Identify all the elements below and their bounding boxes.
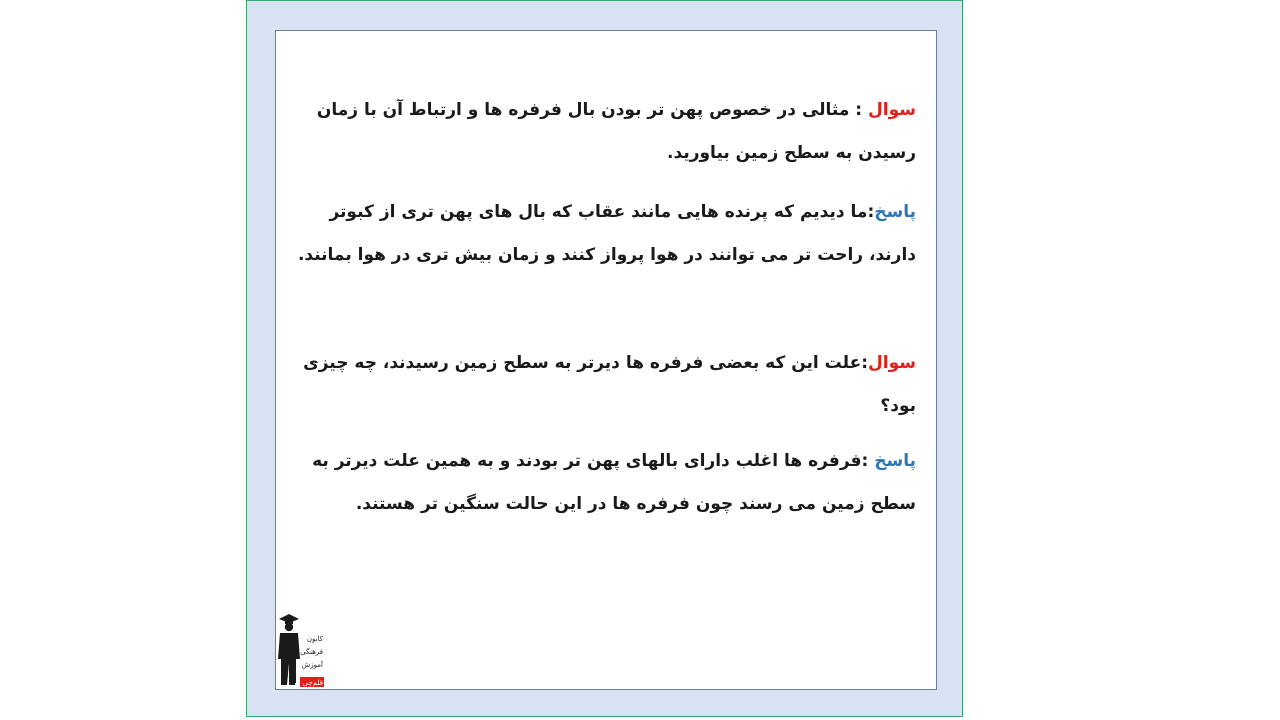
question-text: علت این که بعضی فرفره ها دیرتر به سطح زمین رسیدند، چه چیزی بود؟ xyxy=(303,353,916,416)
answer-1 xyxy=(296,191,916,277)
answer-text: فرفره ها اغلب دارای بالهای پهن تر بودند و به همین علت دیرتر به سطح زمین می رسند چون فرفره ها در این حالت سنگین تر هستند. xyxy=(312,451,916,514)
logo-graphic xyxy=(276,613,326,689)
slide-page xyxy=(275,30,937,690)
question-label: سوال xyxy=(868,100,916,120)
answer-separator: : xyxy=(861,451,875,471)
question-label: سوال xyxy=(868,353,916,373)
answer-label: پاسخ xyxy=(874,202,916,222)
answer-label: پاسخ xyxy=(874,451,916,471)
question-separator: : xyxy=(861,353,869,373)
logo-line: کانون xyxy=(306,635,323,643)
logo-line: آموزش xyxy=(301,661,323,669)
answer-text: ما دیدیم که پرنده هایی مانند عقاب که بال های پهن تری از کبوتر دارند، راحت تر می توانند در هوا پرواز کنند و زمان بیش تری در هوا بمانند. xyxy=(297,202,916,265)
question-1 xyxy=(296,89,916,175)
answer-2 xyxy=(296,440,916,526)
question-text: مثالی در خصوص پهن تر بودن بال فرفره ها و ارتباط آن با زمان رسیدن به سطح زمین بیاورید. xyxy=(316,100,916,163)
logo-line: فرهنگی xyxy=(300,648,323,656)
question-separator: : xyxy=(849,100,869,120)
answer-separator: : xyxy=(867,202,875,222)
graduate-podium-logo-icon xyxy=(276,613,326,689)
question-2 xyxy=(296,342,916,428)
logo-line: قلم‌چی xyxy=(302,679,323,687)
slide-frame xyxy=(246,0,963,717)
